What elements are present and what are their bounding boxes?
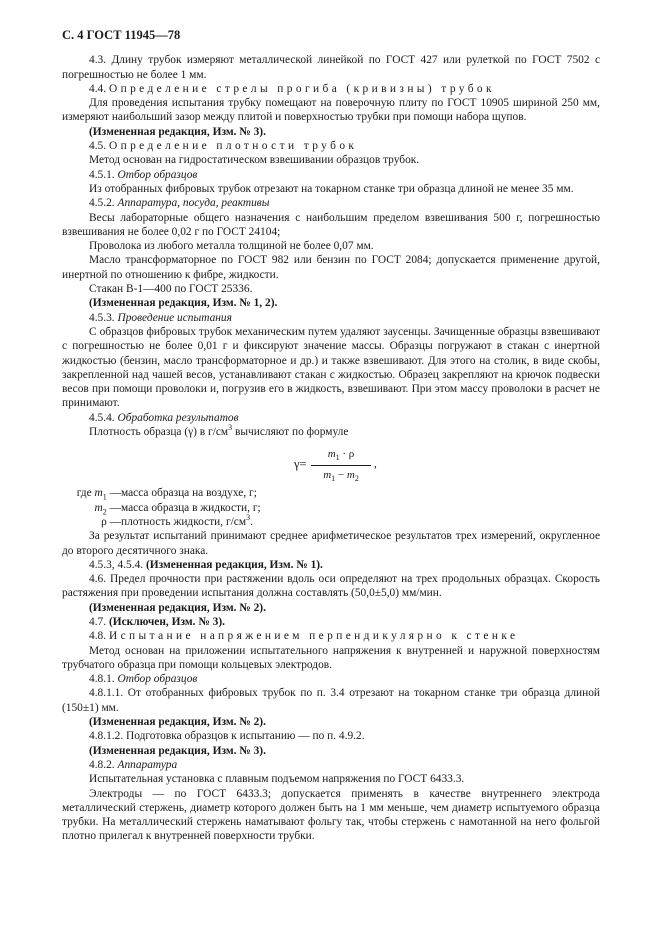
symbol: m — [94, 487, 103, 500]
formula-comma: , — [374, 458, 377, 471]
section-4-5-3-text: С образцов фибровых трубок механическим путем удаляют заусенцы. Зачищенные образцы взвешивают с погрешностью не более 0,01 г и фиксируют значение массы. Образцы погружают в стакан с инертной жидкостью (бензин, масло трансформаторное и др.) и также взвешивают. Для этого на столик, в виде скобы, закрепленной над чашей весов, устанавливают стакан с жидкостью. Образец закрепляют на крючок подвески весов при помощи проволоки и, погрузив его в жидкость, взвешивают. При этом массу проволоки в расчет не принимают. — [62, 325, 600, 410]
section-title: Аппаратура, посуда, реактивы — [117, 197, 270, 210]
section-number: 4.5.1. — [89, 168, 115, 181]
section-number: 4.5. — [89, 140, 107, 153]
definition-rho — [62, 515, 600, 529]
formula-denominator — [311, 468, 371, 482]
section-title: Испытание напряжением перпендикулярно к стенке — [108, 630, 519, 643]
superscript: 3 — [246, 513, 251, 523]
section-title: Отбор образцов — [117, 168, 198, 181]
section-4-5-1-heading — [62, 168, 600, 182]
section-title: Обработка результатов — [117, 411, 239, 424]
subscript: 1 — [331, 473, 336, 483]
definition-text — [121, 515, 253, 529]
period: . — [250, 515, 253, 528]
section-number: 4.8. — [89, 630, 107, 643]
revision-note: (Измененная редакция, Изм. № 1). — [145, 558, 323, 571]
apparatus-scales: Весы лабораторные общего назначения с наибольшим пределом взвешивания 500 г, погрешностью взвешивания не более 0,02 г по ГОСТ 24104; — [62, 211, 600, 238]
revision-note-4-5-3-4-5-4 — [62, 558, 600, 572]
section-4-5-4-heading — [62, 411, 600, 425]
document-page — [62, 28, 600, 844]
dash: — — [106, 487, 121, 500]
section-4-4-text: Для проведения испытания трубку помещают на поверочную плиту по ГОСТ 10905 шириной 250 мм, измеряют наибольший зазор между плитой и поверхностью трубки при помощи набора щупов. — [62, 97, 600, 124]
section-4-8-text: Метод основан на приложении испытательного напряжения к внутренней и наружной поверхностям трубчатого образца при помощи кольцевых электродов. — [62, 644, 600, 671]
symbol: m — [94, 501, 103, 514]
dash: — — [106, 515, 121, 528]
section-4-8-2-heading — [62, 758, 600, 772]
section-number: 4.5.3, 4.5.4. — [89, 558, 144, 571]
section-4-8-1-1: 4.8.1.1. От отобранных фибровых трубок по п. 3.4 отрезают на токарном станке три образца длиной (150±1) мм. — [62, 687, 600, 714]
subscript: 1 — [102, 492, 107, 502]
section-4-5-2-heading — [62, 196, 600, 210]
section-number: 4.4. — [89, 82, 107, 95]
section-4-5-text: Метод основан на гидростатическом взвешивании образцов трубок. — [89, 154, 420, 167]
section-4-7 — [62, 615, 600, 629]
definition-symbol — [62, 515, 121, 529]
section-4-3: 4.3. Длину трубок измеряют металлической линейкой по ГОСТ 427 или рулеткой по ГОСТ 7502 с погрешностью не более 1 мм. — [62, 54, 600, 81]
section-4-8-1-heading — [62, 672, 600, 686]
section-number: 4.5.2. — [89, 197, 115, 210]
var: m — [346, 468, 355, 481]
section-4-8-heading — [62, 629, 600, 643]
fraction-bar — [311, 465, 371, 466]
density-result: За результат испытаний принимают среднее арифметическое результатов трех измерений, округленное до второго десятичного знака. — [62, 530, 600, 557]
apparatus-oil: Масло трансформаторное по ГОСТ 982 или бензин по ГОСТ 2084; допускается применение другой, инертной по отношению к фибре, жидкости. — [62, 254, 600, 281]
revision-note: (Измененная редакция, Изм. № 1, 2). — [89, 297, 278, 310]
subscript: 2 — [354, 473, 359, 483]
formula-fraction — [311, 447, 371, 482]
intro-text: Плотность образца (γ) в г/см — [89, 426, 229, 439]
section-4-5-3-heading — [62, 311, 600, 325]
text: плотность жидкости, г/см — [121, 515, 247, 528]
definition-m1 — [62, 486, 600, 500]
definition-symbol — [62, 486, 121, 500]
section-4-6: 4.6. Предел прочности при растяжении вдоль оси определяют на трех продольных образцах. Скорость растяжения при проведении испытания должна составлять (50,0±5,0) мм/мин. — [62, 573, 600, 600]
section-4-8-1-2: 4.8.1.2. Подготовка образцов к испытанию — по п. 4.9.2. — [89, 730, 365, 743]
operator: − — [335, 468, 347, 481]
superscript: 3 — [228, 423, 233, 433]
var: m — [327, 448, 336, 461]
excluded-note: (Исключен, Изм. № 3). — [108, 615, 225, 628]
revision-note: (Измененная редакция, Изм. № 3). — [89, 744, 266, 757]
section-title: Определение плотности трубок — [108, 140, 358, 153]
subscript: 2 — [102, 506, 107, 516]
section-number: 4.5.4. — [89, 411, 115, 424]
section-title: Проведение испытания — [117, 311, 232, 324]
formula-lhs: γ= — [294, 457, 307, 472]
apparatus-test-setup: Испытательная установка с плавным подъемом напряжения по ГОСТ 6433.3. — [89, 773, 465, 786]
page-header: С. 4 ГОСТ 11945—78 — [62, 28, 181, 42]
definition-text: масса образца в жидкости, г; — [121, 501, 261, 514]
subscript: 1 — [335, 453, 340, 463]
section-4-5-1-text: Из отобранных фибровых трубок отрезают на токарном станке три образца длиной не менее 35 мм. — [89, 182, 574, 195]
section-4-5-heading — [62, 139, 600, 153]
symbol: ρ — [101, 515, 107, 528]
section-title: Отбор образцов — [117, 673, 198, 686]
var: · ρ — [339, 448, 355, 461]
density-formula — [62, 443, 600, 483]
revision-note: (Измененная редакция, Изм. № 2). — [89, 601, 266, 614]
apparatus-wire: Проволока из любого металла толщиной не более 0,07 мм. — [89, 240, 374, 253]
section-title: Определение стрелы прогиба (кривизны) трубок — [108, 82, 495, 95]
revision-note: (Измененная редакция, Изм. № 3). — [89, 125, 266, 138]
definition-m2 — [62, 501, 600, 515]
prefix: где — [76, 487, 95, 500]
definition-text: масса образца на воздухе, г; — [121, 487, 257, 500]
section-number: 4.8.2. — [89, 758, 115, 771]
var: m — [323, 468, 332, 481]
revision-note: (Измененная редакция, Изм. № 2). — [89, 716, 266, 729]
section-number: 4.7. — [89, 615, 107, 628]
formula-numerator — [311, 447, 371, 461]
section-4-4-heading — [62, 82, 600, 96]
apparatus-electrodes: Электроды — по ГОСТ 6433.3; допускается применять в качестве внутреннего электрода металлический стержень, диаметр которого должен быть на 1 мм меньше, чем диаметр испытуемого образца трубки. На металлический стержень наматывают фольгу так, чтобы стержень с намотанной на него фольгой плотно прилегал к внутренней поверхности трубки. — [62, 787, 600, 843]
dash: — — [106, 501, 121, 514]
apparatus-beaker: Стакан В-1—400 по ГОСТ 25336. — [89, 283, 253, 296]
definition-symbol — [62, 501, 121, 515]
intro-text: вычисляют по формуле — [232, 426, 349, 439]
section-number: 4.5.3. — [89, 311, 115, 324]
section-title: Аппаратура — [117, 758, 178, 771]
density-intro — [62, 425, 600, 439]
section-number: 4.8.1. — [89, 673, 115, 686]
